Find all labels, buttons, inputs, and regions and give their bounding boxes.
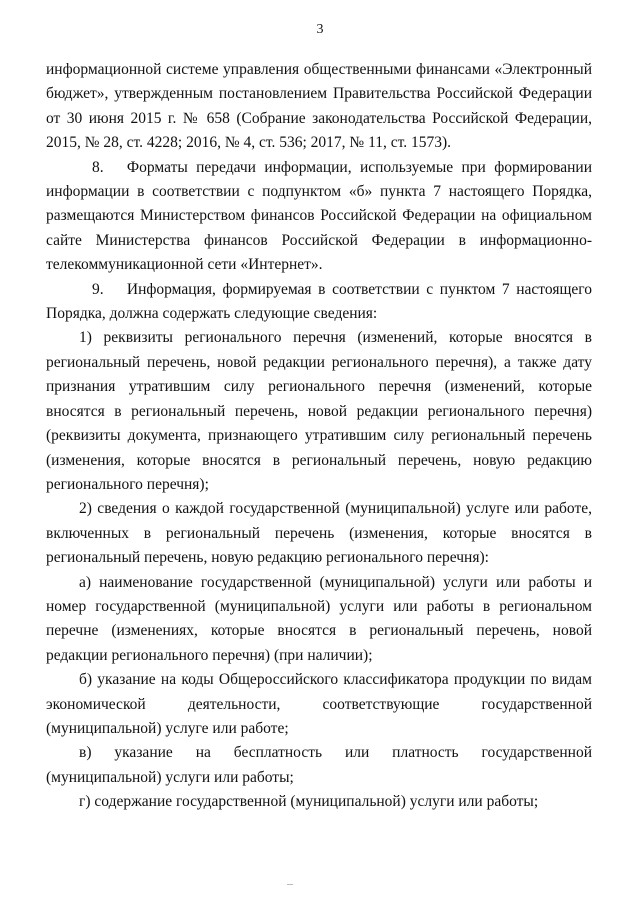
paragraph-item-9-2-b: б) указание на коды Общероссийского классификатора продукции по видам экономической деятельности, соответствующие государственной (муниципальной) услуге или работе; xyxy=(46,671,592,737)
scan-artifact-mark xyxy=(287,884,293,885)
paragraph-item-9-2-g: г) содержание государственной (муниципальной) услуги или работы; xyxy=(79,793,539,811)
paragraph-item-9: 9. Информация, формируемая в соответствии с пунктом 7 настоящего Порядка, должна содержать следующие сведения: xyxy=(46,280,592,323)
paragraph-item-9-2-v: в) указание на бесплатность или платность государственной (муниципальной) услуги или работы; xyxy=(46,744,592,786)
document-body xyxy=(46,58,592,815)
paragraph-item-8: 8. Форматы передачи информации, используемые при формировании информации в соответствии с подпунктом «б» пункта 7 настоящего Порядка, размещаются Министерством финансов Российской Федерации на официальном сайте Министерства финансов Российской Федерации в информационно-телекоммуникационной сети «Интернет». xyxy=(46,158,592,274)
paragraph-item-9-2: 2) сведения о каждой государственной (муниципальной) услуге или работе, включенных в региональный перечень (изменения, которые вносятся в региональный перечень, новую редакцию регионального перечня): xyxy=(46,500,592,567)
paragraph-item-9-2-a: а) наименование государственной (муниципальной) услуги или работы и номер государственной (муниципальной) услуги или работы в региональном перечне (изменениях, которые вносятся в региональный перечень, новой редакции регионального перечня) (при наличии); xyxy=(46,573,592,664)
paragraph-continuation: информационной системе управления общественными финансами «Электронный бюджет», утвержденным постановлением Правительства Российской Федерации от 30 июня 2015 г. № 658 (Собрание законодательства Российской Федерации, 2015, № 28, ст. 4228; 2016, № 4, ст. 536; 2017, № 11, ст. 1573). xyxy=(46,61,592,152)
paragraph-item-9-1: 1) реквизиты регионального перечня (изменений, которые вносятся в региональный перечень, новой редакции регионального перечня), а также дату признания утратившим силу регионального перечня (изменений, которые вносятся в региональный перечень, новой редакции регионального перечня) (реквизиты документа, признающего утратившим силу региональный перечень (изменения, которые вносятся в региональный перечень, новую редакцию регионального перечня); xyxy=(46,329,592,493)
page-number: 3 xyxy=(316,22,324,37)
